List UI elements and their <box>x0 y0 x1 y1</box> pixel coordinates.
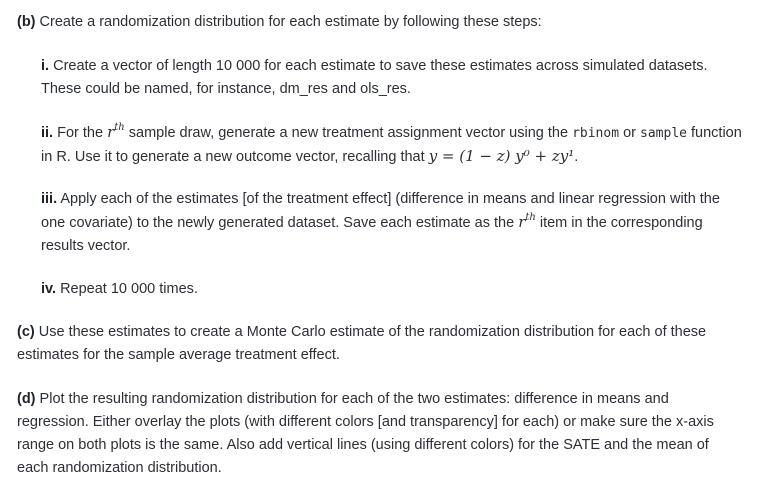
part-c-label: (c) <box>17 324 35 340</box>
step-iii-text-2: item in the corresponding results vector. <box>41 215 703 254</box>
step-i-label: i. <box>41 58 50 74</box>
step-ii-text-2: sample draw, generate a new treatment assignment vector using the <box>128 125 569 141</box>
part-b-label: (b) <box>17 14 36 30</box>
sample-code: sample <box>640 126 687 141</box>
step-iv-text: Repeat 10 000 times. <box>60 281 198 297</box>
part-c-text: Use these estimates to create a Monte Carlo estimate of the randomization distribution for each of these estimates for the sample average treatment effect. <box>17 324 707 363</box>
step-iii-text-1: Apply each of the estimates [of the treatment effect] (difference in means and linear regression with the one covariate) to the newly generated dataset. Save each estimate as the <box>41 191 720 231</box>
part-d-text: Plot the resulting randomization distribution for each of the two estimates: difference in means and regression. Either overlay the plots (with different colors [and transparency] for each) or make sure the x-axis range on both plots is the same. Also add vertical lines (using different colors) for the SATE and the mean of each randomization distribution. <box>17 391 714 476</box>
step-iii <box>41 188 746 258</box>
step-ii-text-1: For the <box>57 125 104 141</box>
step-ii-math-r: $r^{th}$ <box>107 122 125 141</box>
step-i-text: Create a vector of length 10 000 for each estimate to save these estimates across simulated datasets. These could be named, for instance, dm_res and ols_res. <box>41 58 708 97</box>
step-i <box>41 55 746 101</box>
step-ii-text-5: . <box>574 149 579 165</box>
step-iv <box>41 278 746 301</box>
step-iv-label: iv. <box>41 281 57 297</box>
part-b <box>17 11 741 34</box>
rbinom-code: rbinom <box>572 126 620 141</box>
step-ii-text-4: function in R. Use it to generate a new outcome vector, recalling that <box>41 125 742 165</box>
part-c <box>17 321 741 367</box>
step-iii-math-r: $r^{th}$ <box>518 212 536 231</box>
step-ii <box>41 121 746 169</box>
step-iii-label: iii. <box>41 191 58 207</box>
step-ii-label: ii. <box>41 125 54 141</box>
outcome-formula: y = (1 − z) y⁰ + zy¹ <box>428 147 575 165</box>
part-d <box>17 388 741 480</box>
part-d-label: (d) <box>17 391 36 407</box>
step-ii-text-3: or <box>623 125 636 141</box>
part-b-text: Create a randomization distribution for each estimate by following these steps: <box>39 14 542 30</box>
